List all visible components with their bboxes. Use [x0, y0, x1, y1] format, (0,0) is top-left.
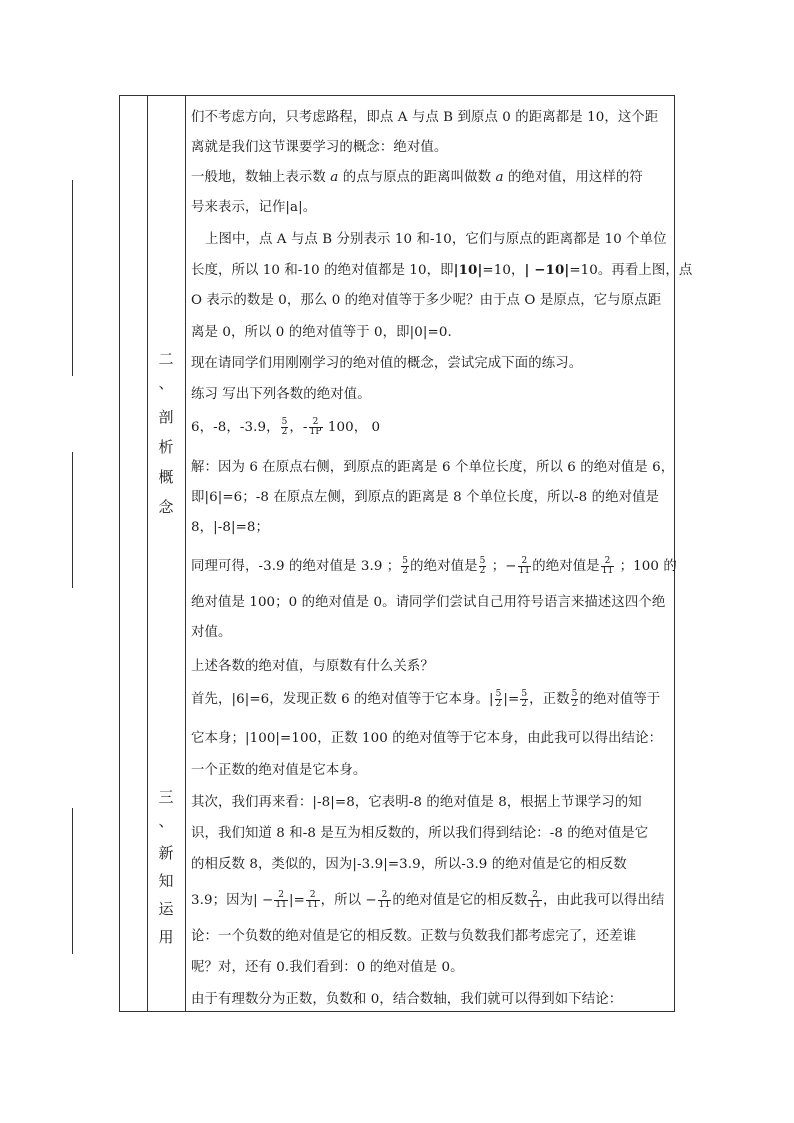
text-line: 解：因为 6 在原点右侧，到原点的距离是 6 个单位长度，所以 6 的绝对值是 6，: [191, 460, 675, 475]
text-line: 们不考虑方向，只考虑路程，即点 A 与点 B 到原点 0 的距离都是 10，这个距: [191, 110, 659, 125]
text-line: 首先，|6|=6，发现正数 6 的绝对值等于它本身。| $\frac{5}{2}$ |= $\frac{5}{2}$ ，正数 $\frac{5}{2}$ 的绝对值等于: [191, 689, 661, 709]
text-line: 即|6|=6；-8 在原点左侧，到原点的距离是 8 个单位长度，所以-8 的绝对值是: [191, 490, 660, 505]
text-line: 现在请同学们用刚刚学习的绝对值的概念，尝试完成下面的练习。: [191, 356, 583, 371]
section-label-analysis: 二 、 剖 析 概 念: [158, 350, 174, 516]
section-label-application: 三 、 新 知 运 用: [158, 788, 174, 946]
text-line: 上述各数的绝对值，与原数有什么关系？: [191, 659, 434, 674]
fraction-2-11: $\frac{2}{11}$: [518, 556, 531, 576]
fraction-2-11: $\frac{2}{11}$: [306, 890, 319, 910]
fraction-5-2: $\frac{5}{2}$: [402, 556, 409, 576]
text-line: 8，|-8|=8；: [191, 520, 270, 535]
fraction-5-2: $\frac{5}{2}$: [479, 556, 486, 576]
text-line: 其次，我们再来看：|-8|=8，它表明-8 的绝对值是 8，根据上节课学习的知: [191, 795, 642, 810]
fraction-2-11: $\frac{2}{11}$: [601, 556, 614, 576]
fraction-2-11: $\frac{2}{11}$: [529, 890, 541, 910]
fraction-2-11: $\frac{2}{11}$: [275, 890, 288, 910]
margin-line-3: [72, 808, 73, 954]
exercise-numbers: 6，-8，-3.9， $\frac{5}{2}$ ，- $\frac{2}{1P}$ 100， 0: [191, 417, 381, 437]
text-line: 上图中，点 A 与点 B 分别表示 10 和-10，它们与原点的距离都是 10 个单位: [205, 232, 667, 247]
text-line: 论：一个负数的绝对值是它的相反数。正数与负数我们都考虑完了，还差谁: [191, 929, 637, 944]
text-line: 绝对值是 100；0 的绝对值是 0。请同学们尝试自己用符号语言来描述这四个绝: [191, 595, 666, 610]
variable-a: a: [330, 170, 339, 185]
fraction-2-11: $\frac{2}{11}$: [378, 890, 391, 910]
text-line: 离就是我们这节课要学习的概念：绝对值。: [191, 140, 448, 155]
text-line: 离是 0，所以 0 的绝对值等于 0，即|0|=0.: [191, 325, 452, 340]
fraction-5-2: $\frac{5}{2}$: [495, 689, 502, 709]
text-line: 一般地，数轴上表示数 a 的点与原点的距离叫做数 a 的绝对值，用这样的符: [191, 170, 643, 185]
text-line: 号来表示，记作|a|。: [191, 200, 317, 215]
text-line: 3.9；因为| − $\frac{2}{11}$ |= $\frac{2}{11}$ ，所以 − $\frac{2}{11}$ 的绝对值是它的相反数 $\frac{2}{11}$ ，由此我可以得出结: [191, 890, 665, 910]
variable-a: a: [495, 170, 504, 185]
text-line: 同理可得，-3.9 的绝对值是 3.9 ； $\frac{5}{2}$ 的绝对值是 $\frac{5}{2}$ ；− $\frac{2}{11}$ 的绝对值是 $\frac{2}{11}$ ；100 的: [191, 556, 677, 576]
column-divider-2: [185, 96, 186, 1011]
text-line: 呢？对，还有 0.我们看到：0 的绝对值是 0。: [191, 960, 464, 975]
fraction-5-2: $\frac{5}{2}$: [281, 417, 288, 437]
margin-line-2: [72, 452, 73, 588]
text-line: 它本身；|100|=100，正数 100 的绝对值等于它本身，由此我可以得出结论：: [191, 731, 663, 746]
text-line: 对值。: [191, 625, 232, 640]
text-line: 由于有理数分为正数，负数和 0，结合数轴，我们就可以得到如下结论：: [191, 992, 623, 1007]
text-line: O 表示的数是 0，那么 0 的绝对值等于多少呢？由于点 O 是原点，它与原点距: [191, 293, 662, 308]
fraction-2-1p: $\frac{2}{1P}$: [309, 417, 322, 437]
fraction-5-2: $\frac{5}{2}$: [521, 689, 528, 709]
text-line: 识，我们知道 8 和-8 是互为相反数的，所以我们得到结论：-8 的绝对值是它: [191, 826, 649, 841]
margin-line-1: [72, 180, 73, 376]
text-line: 练习 写出下列各数的绝对值。: [191, 387, 371, 402]
text-line: 长度，所以 10 和-10 的绝对值都是 10，即|10|=10，| −10|=10。再看上图，点: [191, 262, 693, 278]
fraction-5-2: $\frac{5}{2}$: [571, 689, 578, 709]
text-line: 的相反数 8，类似的，因为|-3.9|=3.9，所以-3.9 的绝对值是它的相反数: [191, 857, 627, 872]
text-line: 一个正数的绝对值是它本身。: [191, 763, 367, 778]
